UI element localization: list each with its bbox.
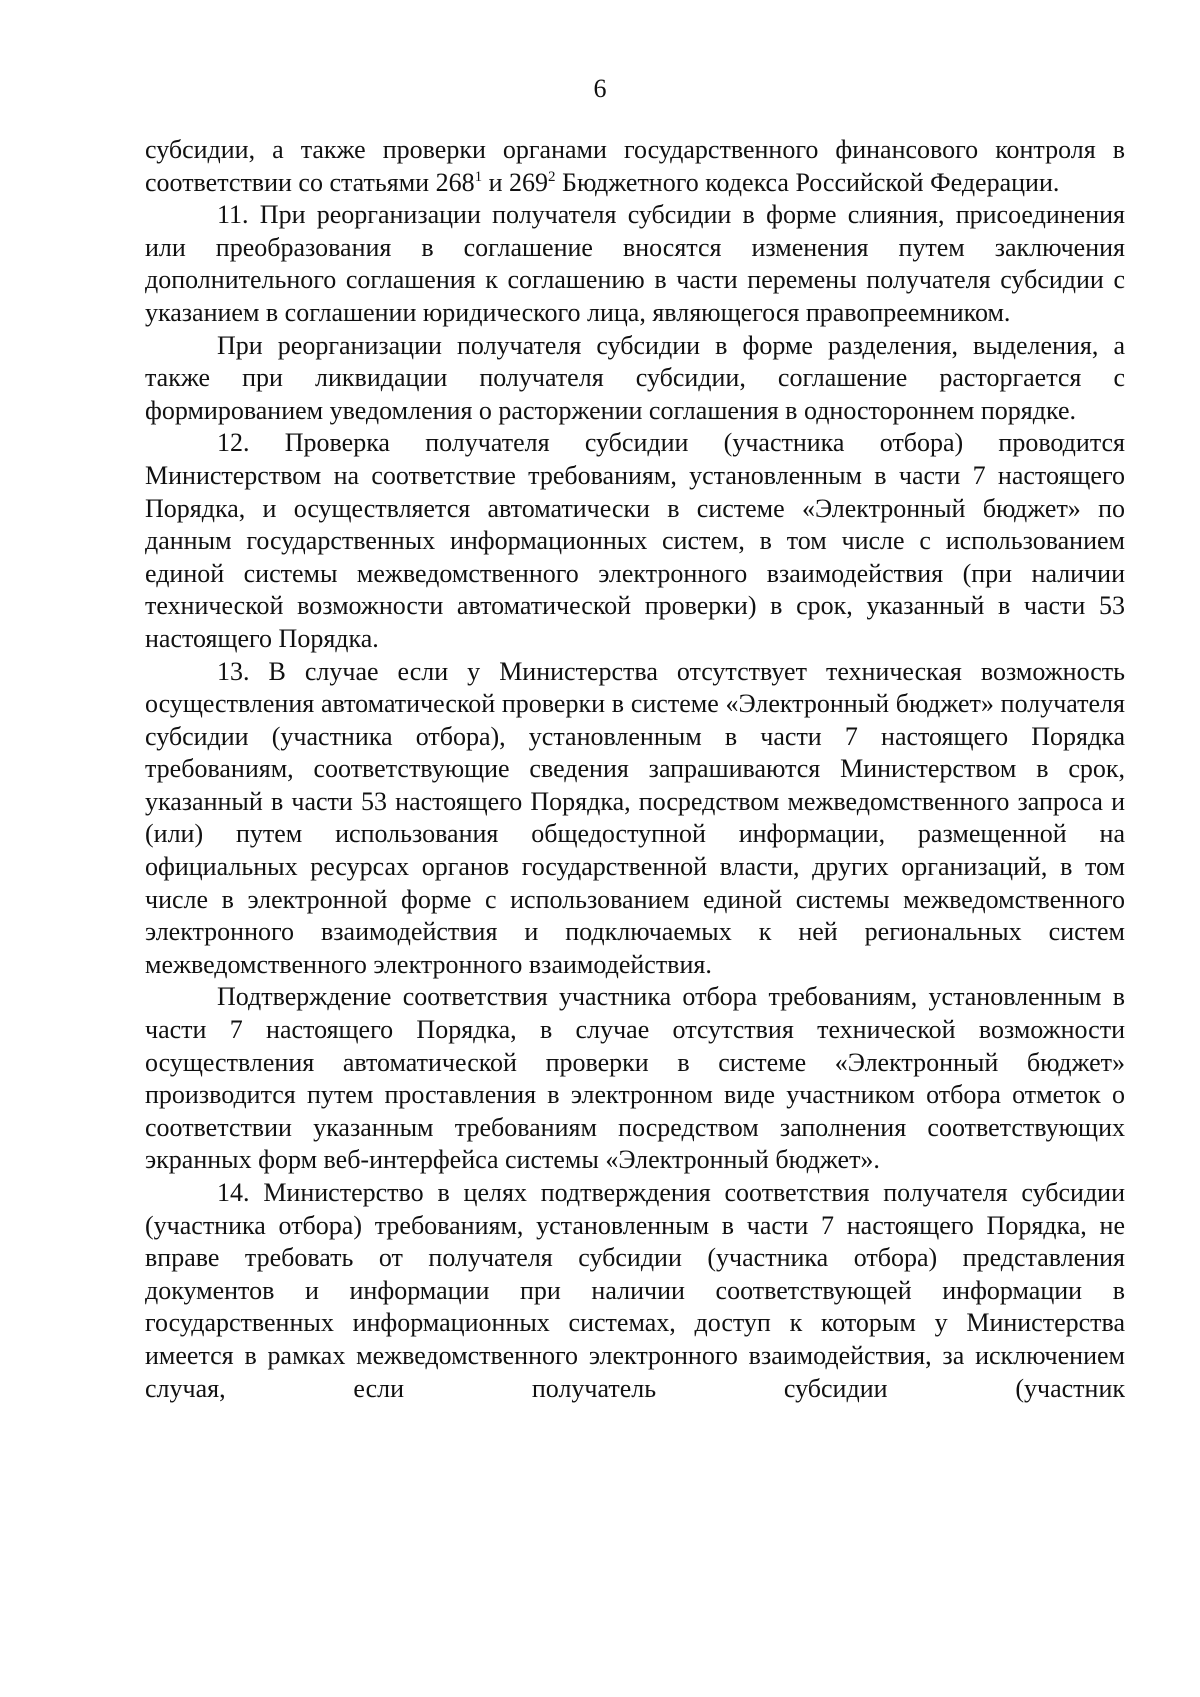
page-number: 6	[593, 74, 607, 103]
paragraph-text: и 269	[482, 167, 549, 197]
document-body	[145, 134, 1125, 1405]
superscript-1: 1	[474, 168, 483, 185]
superscript-2: 2	[548, 168, 556, 185]
paragraph-14: 14. Министерство в целях подтверждения соответствия получателя субсидии (участника отбора) требованиям, установленным в части 7 настоящего Порядка, не вправе требовать от получателя субсидии (участника отбора) представления документов и информации при наличии соответствующей информации в государственных информационных системах, доступ к которым у Министерства имеется в рамках межведомственного электронного взаимодействия, за исключением случая, если получатель субсидии (участник	[145, 1178, 1125, 1403]
paragraph-12: 12. Проверка получателя субсидии (участника отбора) проводится Министерством на соответствие требованиям, установленным в части 7 настоящего Порядка, и осуществляется автоматически в системе «Электронный бюджет» по данным государственных информационных систем, в том числе с использованием единой системы межведомственного электронного взаимодействия (при наличии технической возможности автоматической проверки) в срок, указанный в части 53 настоящего Порядка.	[145, 428, 1125, 653]
paragraph-text: Бюджетного кодекса Российской Федерации.	[555, 167, 1060, 197]
paragraph-13-confirmation: Подтверждение соответствия участника отбора требованиям, установленным в части 7 настоящего Порядка, в случае отсутствия технической возможности осуществления автоматической проверки в системе «Электронный бюджет» производится путем проставления в электронном виде участником отбора отметок о соответствии указанным требованиям посредством заполнения соответствующих экранных форм веб-интерфейса системы «Электронный бюджет».	[145, 982, 1125, 1175]
paragraph-11: 11. При реорганизации получателя субсидии в форме слияния, присоединения или преобразования в соглашение вносятся изменения путем заключения дополнительного соглашения к соглашению в части перемены получателя субсидии с указанием в соглашении юридического лица, являющегося правопреемником.	[145, 200, 1125, 327]
paragraph-continuation	[145, 134, 1125, 199]
paragraph-11-reorganization: При реорганизации получателя субсидии в форме разделения, выделения, а также при ликвидации получателя субсидии, соглашение расторгается с формированием уведомления о расторжении соглашения в одностороннем порядке.	[145, 330, 1125, 425]
paragraph-13: 13. В случае если у Министерства отсутствует техническая возможность осуществления автоматической проверки в системе «Электронный бюджет» получателя субсидии (участника отбора), установленным в части 7 настоящего Порядка требованиям, соответствующие сведения запрашиваются Министерством в срок, указанный в части 53 настоящего Порядка, посредством межведомственного запроса и (или) путем использования общедоступной информации, размещенной на официальных ресурсах органов государственной власти, других организаций, в том числе в электронной форме с использованием единой системы межведомственного электронного взаимодействия и подключаемых к ней региональных систем межведомственного электронного взаимодействия.	[145, 656, 1125, 979]
paragraph-text: субсидии, а также проверки органами государственного финансового контроля в соответствии со статьями 268	[145, 135, 1125, 197]
